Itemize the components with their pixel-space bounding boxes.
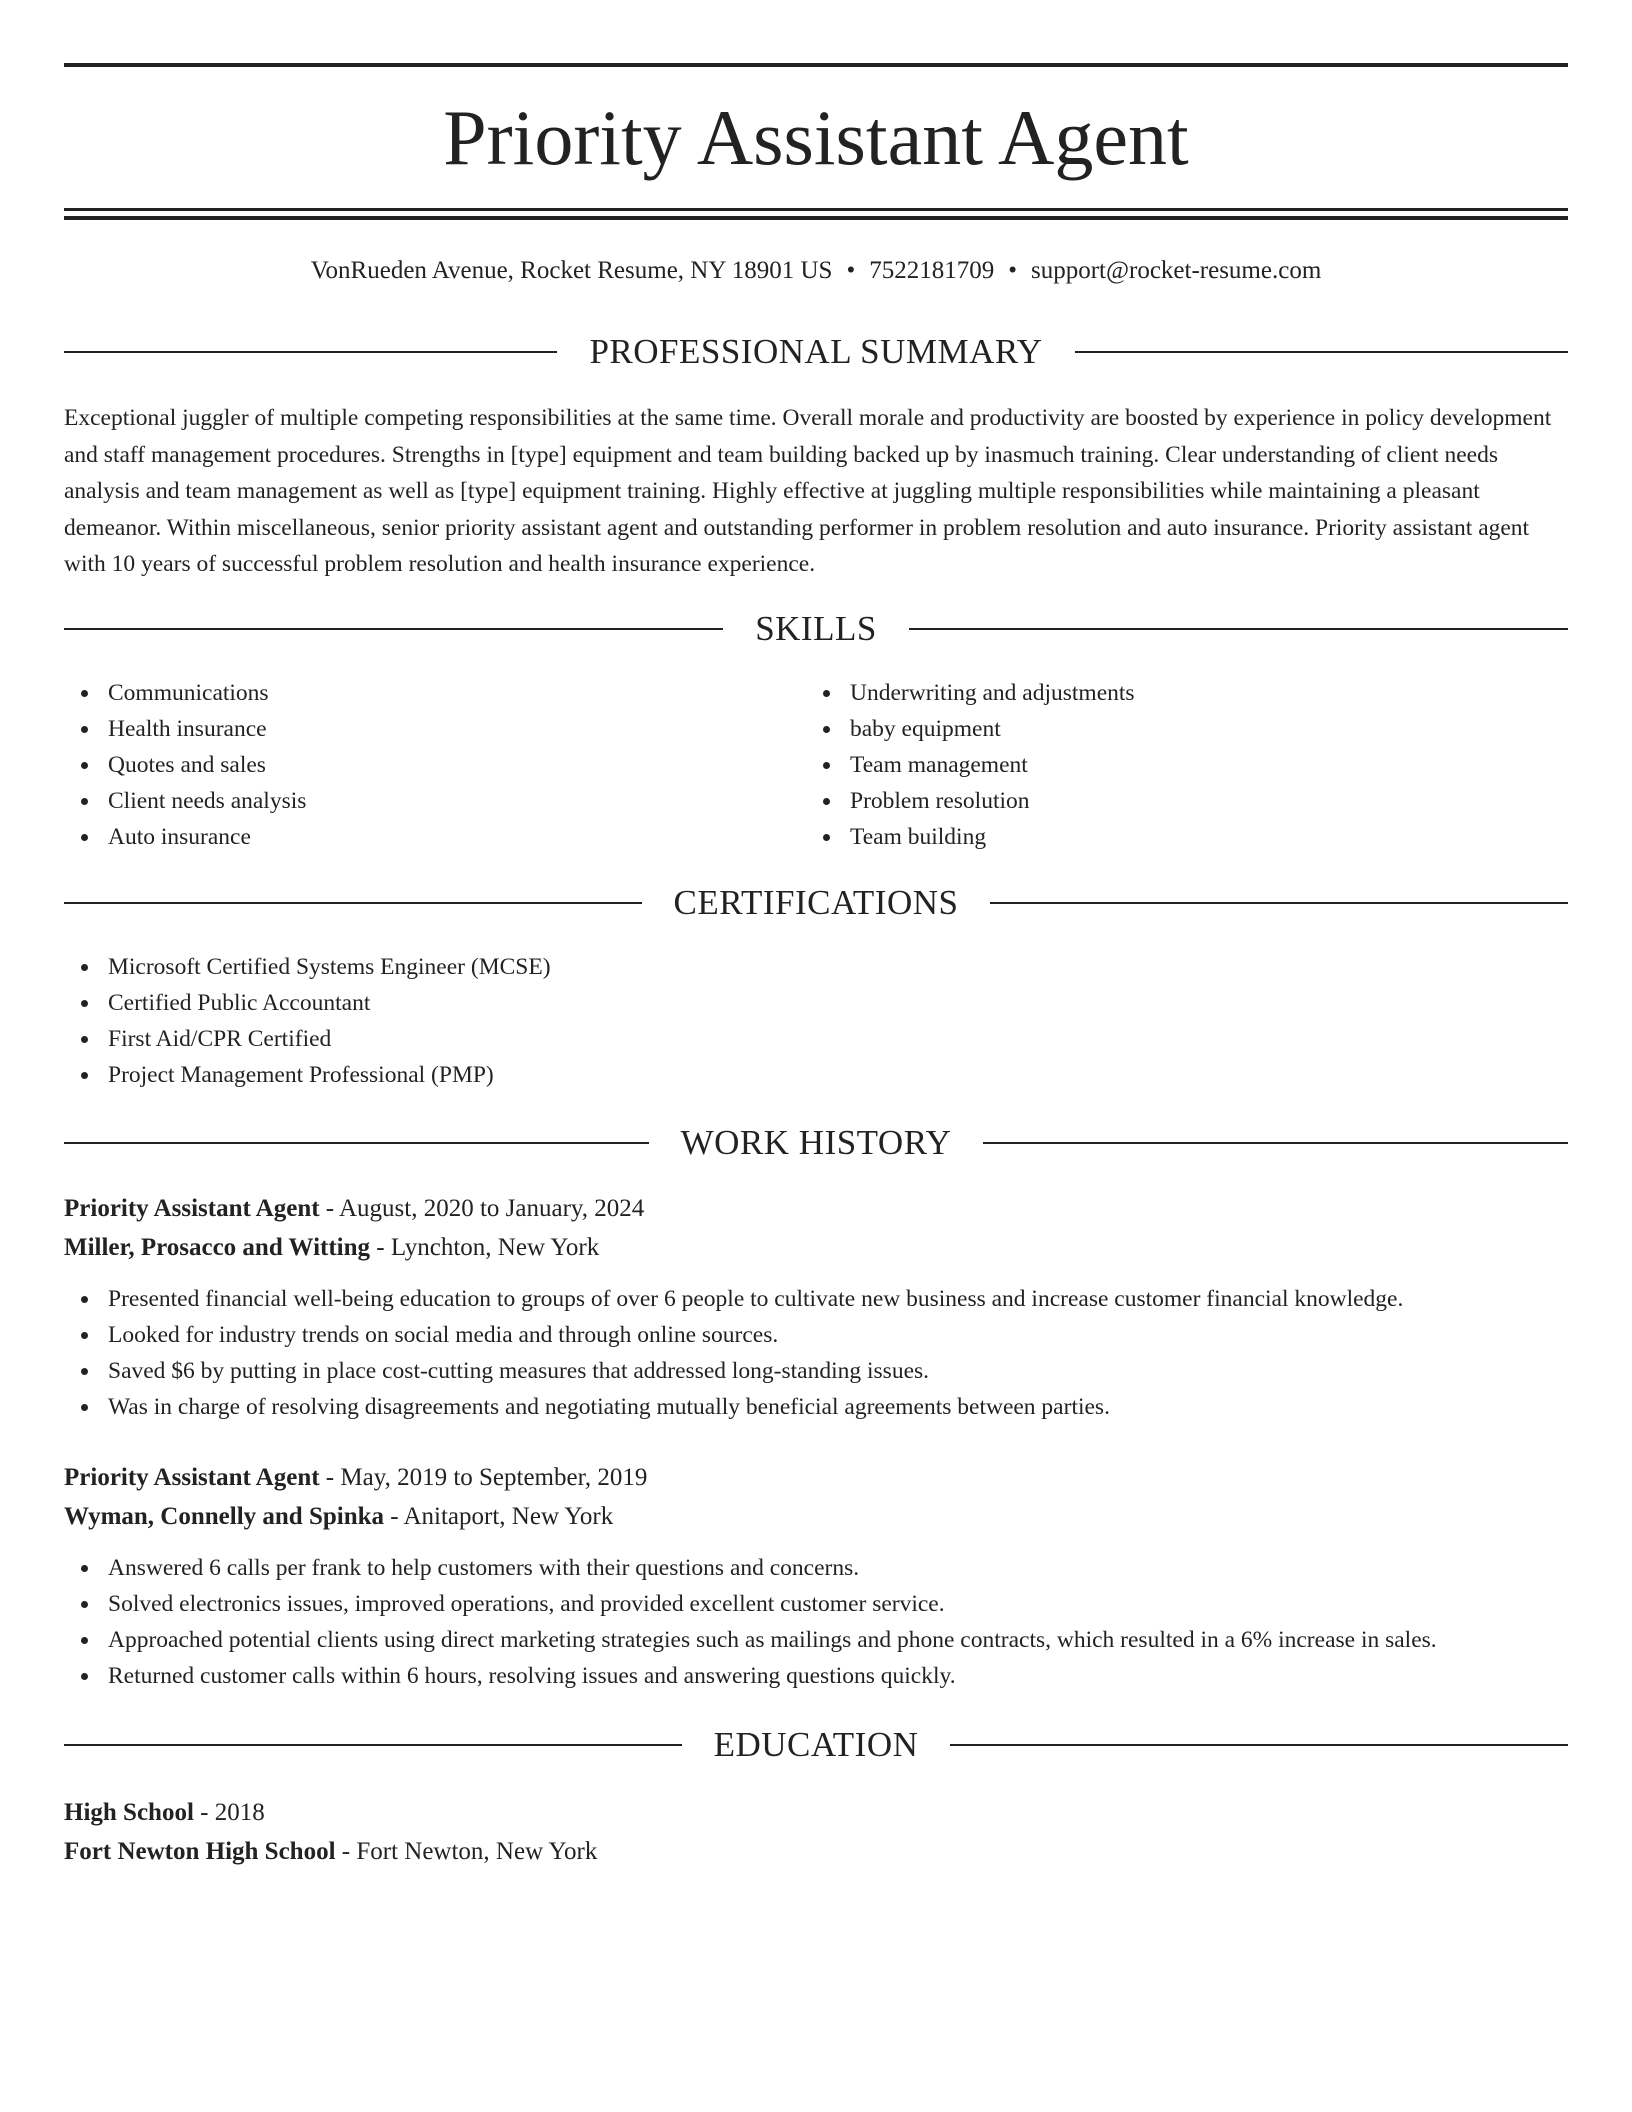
job-title: Priority Assistant Agent: [64, 1195, 320, 1222]
skills-column-right: [806, 675, 1548, 855]
skill-item: Team management: [806, 747, 1548, 783]
job-bullet: Saved $6 by putting in place cost-cutting measures that addressed long-standing issues.: [64, 1353, 1568, 1389]
job-bullets: [64, 1550, 1568, 1694]
heading-rule: [64, 1142, 649, 1144]
education-school-line: [64, 1832, 1568, 1871]
header-rule: [64, 208, 1568, 211]
education-location: - Fort Newton, New York: [335, 1838, 598, 1865]
job-bullet: Presented financial well-being education to groups of over 6 people to cultivate new business and increase customer financial knowledge.: [64, 1281, 1568, 1317]
education-degree: High School: [64, 1799, 194, 1826]
top-rule: [64, 63, 1568, 67]
phone: 7522181709: [869, 257, 995, 284]
education-year: - 2018: [193, 1799, 265, 1826]
skill-item: Team building: [806, 819, 1548, 855]
job-bullet: Returned customer calls within 6 hours, resolving issues and answering questions quickly.: [64, 1658, 1568, 1694]
job-title: Priority Assistant Agent: [64, 1464, 320, 1491]
skill-item: baby equipment: [806, 711, 1548, 747]
job-company: Miller, Prosacco and Witting: [64, 1234, 371, 1261]
section-heading-education: [64, 1722, 1568, 1768]
section-title: SKILLS: [755, 609, 877, 648]
skills-list: [64, 675, 1568, 855]
education-entry: [64, 1793, 1568, 1871]
skill-item: Quotes and sales: [64, 747, 806, 783]
job-bullet: Looked for industry trends on social media and through online sources.: [64, 1317, 1568, 1353]
certification-item: First Aid/CPR Certified: [64, 1021, 1568, 1057]
section-title: WORK HISTORY: [680, 1123, 952, 1162]
section-title: PROFESSIONAL SUMMARY: [589, 332, 1043, 371]
heading-rule: [64, 351, 557, 353]
job-title-line: [64, 1458, 1568, 1497]
certifications-list: [64, 949, 1568, 1093]
heading-rule: [1075, 351, 1568, 353]
certification-item: Certified Public Accountant: [64, 985, 1568, 1021]
job-location: - Lynchton, New York: [370, 1234, 600, 1261]
skills-column-left: [64, 675, 806, 855]
job-entry: [64, 1189, 1568, 1425]
education-school: Fort Newton High School: [64, 1838, 336, 1865]
email: support@rocket-resume.com: [1030, 257, 1322, 284]
job-bullet: Solved electronics issues, improved operations, and provided excellent customer service.: [64, 1586, 1568, 1622]
skill-item: Underwriting and adjustments: [806, 675, 1548, 711]
job-title-line: [64, 1189, 1568, 1228]
address: VonRueden Avenue, Rocket Resume, NY 18901 US: [310, 257, 833, 284]
skill-item: Health insurance: [64, 711, 806, 747]
job-dates: - May, 2019 to September, 2019: [319, 1464, 648, 1491]
certification-item: Project Management Professional (PMP): [64, 1057, 1568, 1093]
skill-item: Communications: [64, 675, 806, 711]
heading-rule: [909, 628, 1568, 630]
skill-item: Client needs analysis: [64, 783, 806, 819]
education-degree-line: [64, 1793, 1568, 1832]
certification-item: Microsoft Certified Systems Engineer (MCSE): [64, 949, 1568, 985]
job-company: Wyman, Connelly and Spinka: [64, 1503, 385, 1530]
section-heading-skills: [64, 606, 1568, 652]
heading-rule: [64, 902, 642, 904]
skill-item: Problem resolution: [806, 783, 1548, 819]
section-title: CERTIFICATIONS: [673, 883, 959, 922]
section-title: EDUCATION: [713, 1725, 919, 1764]
separator: •: [846, 257, 856, 284]
job-company-line: [64, 1497, 1568, 1536]
job-bullet: Answered 6 calls per frank to help customers with their questions and concerns.: [64, 1550, 1568, 1586]
summary-text: Exceptional juggler of multiple competing responsibilities at the same time. Overall morale and productivity are boosted by experience in policy development and staff management procedures. Strengths in [type] equipment and team building backed up by inasmuch training. Clear understanding of client needs analysis and team management as well as [type] equipment training. Highly effective at juggling multiple responsibilities while maintaining a pleasant demeanor. Within miscellaneous, senior priority assistant agent and outstanding performer in problem resolution and auto insurance. Priority assistant agent with 10 years of successful problem resolution and health insurance experience.: [64, 405, 1552, 577]
heading-rule: [983, 1142, 1568, 1144]
header-rule: [64, 216, 1568, 220]
contact-line: [64, 255, 1568, 287]
heading-rule: [64, 1744, 682, 1746]
candidate-name: Priority Assistant Agent: [443, 94, 1189, 181]
job-entry: [64, 1458, 1568, 1694]
separator: •: [1008, 257, 1017, 284]
heading-rule: [950, 1744, 1568, 1746]
job-location: - Anitaport, New York: [384, 1503, 614, 1530]
section-heading-certifications: [64, 880, 1568, 926]
section-heading-work: [64, 1120, 1568, 1166]
skill-item: Auto insurance: [64, 819, 806, 855]
job-dates: - August, 2020 to January, 2024: [319, 1195, 645, 1222]
job-bullet: Was in charge of resolving disagreements and negotiating mutually beneficial agreements between parties.: [64, 1389, 1568, 1425]
job-bullets: [64, 1281, 1568, 1425]
job-company-line: [64, 1228, 1568, 1267]
heading-rule: [64, 628, 723, 630]
section-heading-summary: [64, 329, 1568, 375]
job-bullet: Approached potential clients using direct marketing strategies such as mailings and phone contracts, which resulted in a 6% increase in sales.: [64, 1622, 1568, 1658]
heading-rule: [990, 902, 1568, 904]
